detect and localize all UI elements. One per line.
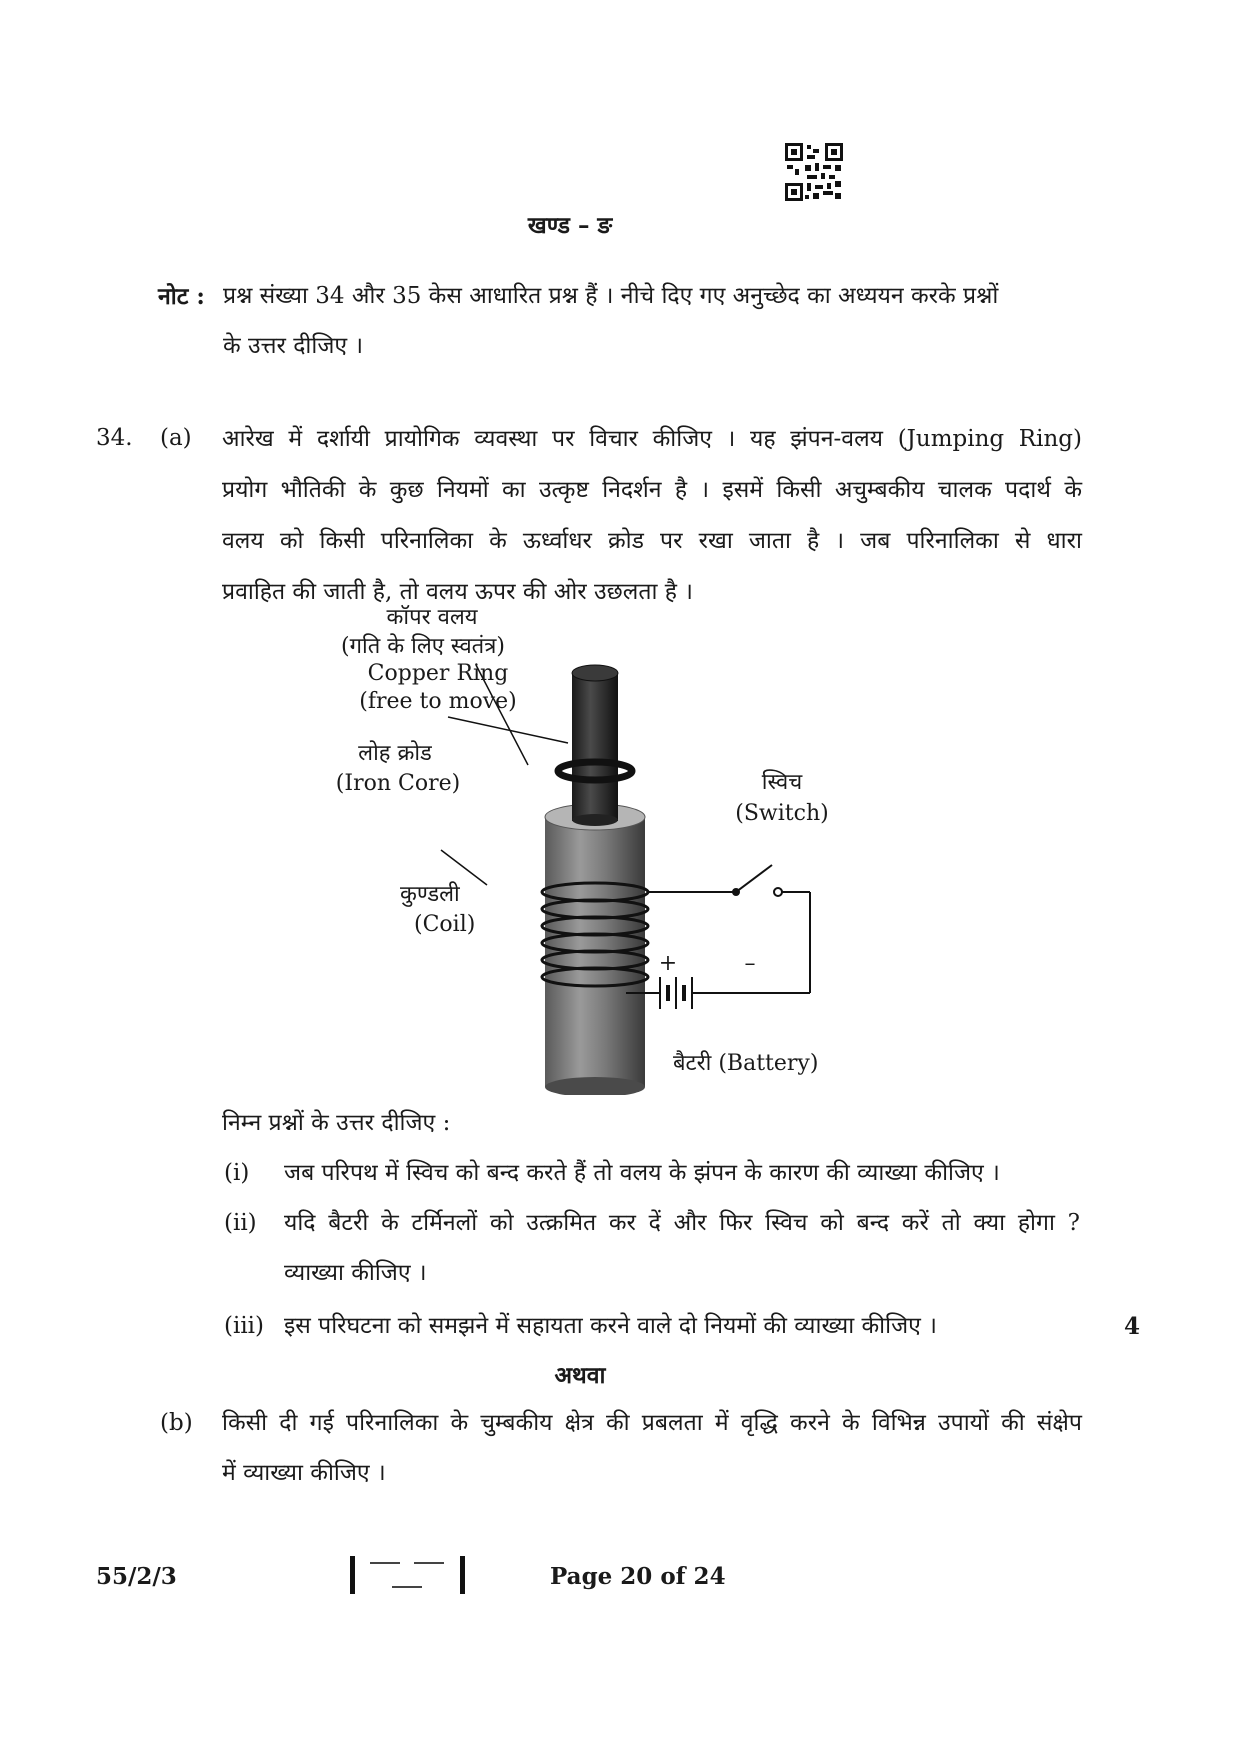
instruction: निम्न प्रश्नों के उत्तर दीजिए : <box>222 1110 451 1136</box>
battery-plus-label: + <box>658 951 678 976</box>
copper-ring-label-en: Copper Ring <box>367 661 509 686</box>
sub-ii-text: यदि बैटरी के टर्मिनलों को उत्क्रमित कर दें और फिर स्विच को बन्द करें तो क्या होगा ? <box>284 1210 1080 1236</box>
part-a-label: (a) <box>160 425 192 451</box>
section-title: खण्ड – ङ <box>527 212 613 239</box>
paper-code: 55/2/3 <box>96 1563 177 1590</box>
part-a-paragraph <box>222 414 1082 618</box>
note-line-1: प्रश्न संख्या 34 और 35 केस आधारित प्रश्न हैं । नीचे दिए गए अनुच्छेद का अध्ययन करके प्रश्नों <box>223 283 999 309</box>
iron-core-label-hi: लोह क्रोड <box>358 741 432 766</box>
part-b-line-2: में व्याख्या कीजिए । <box>222 1460 386 1486</box>
part-a-line-2: प्रयोग भौतिकी के कुछ नियमों का उत्कृष्ट निदर्शन है । इसमें किसी अचुम्बकीय चालक पदार्थ के <box>222 477 1082 503</box>
part-a-line-1: आरेख में दर्शायी प्रायोगिक व्यवस्था पर विचार कीजिए । यह झंपन-वलय (Jumping Ring) <box>222 426 1082 452</box>
qr-code-icon <box>785 143 843 201</box>
jumping-ring-figure <box>300 605 860 1095</box>
switch-pivot <box>732 888 740 896</box>
sub-iii-label: (iii) <box>224 1313 265 1339</box>
question-number: 34. <box>96 425 133 451</box>
note-label: नोट : <box>158 283 205 310</box>
note-line-2: के उत्तर दीजिए । <box>223 333 364 359</box>
copper-ring-label-en-2: (free to move) <box>359 689 517 714</box>
part-b-label: (b) <box>160 1410 193 1436</box>
marks: 4 <box>1124 1313 1141 1340</box>
iron-core <box>572 665 618 826</box>
sub-ii-label: (ii) <box>224 1210 257 1236</box>
switch-label-en: (Switch) <box>735 801 829 826</box>
or-separator: अथवा <box>554 1362 606 1389</box>
switch-label-hi: स्विच <box>761 770 803 795</box>
part-a-line-4: प्रवाहित की जाती है, तो वलय ऊपर की ओर उछलता है । <box>222 579 693 605</box>
part-a-line-3: वलय को किसी परिनालिका के ऊर्ध्वाधर क्रोड पर रखा जाता है । जब परिनालिका से धारा <box>222 528 1082 554</box>
circuit-wires <box>620 865 810 993</box>
sub-i-text: जब परिपथ में स्विच को बन्द करते हैं तो वलय के झंपन के कारण की व्याख्या कीजिए । <box>284 1160 1000 1186</box>
sub-ii-text-2: व्याख्या कीजिए । <box>284 1260 427 1286</box>
coil-label-en: (Coil) <box>414 912 476 937</box>
sub-i-label: (i) <box>224 1160 250 1186</box>
copper-ring-label-hi: कॉपर वलय <box>386 605 478 630</box>
page-number: Page 20 of 24 <box>550 1563 726 1590</box>
sub-iii-text: इस परिघटना को समझने में सहायता करने वाले दो नियमों की व्याख्या कीजिए । <box>284 1313 937 1339</box>
barcode-mark-icon <box>350 1556 465 1594</box>
coil-label-hi: कुण्डली <box>400 882 460 907</box>
part-b-line-1: किसी दी गई परिनालिका के चुम्बकीय क्षेत्र की प्रबलता में वृद्धि करने के विभिन्न उपायों की संक्षेप <box>222 1410 1082 1436</box>
copper-ring-label-hi-2: (गति के लिए स्वतंत्र) <box>341 634 505 659</box>
battery-label: बैटरी (Battery) <box>673 1051 819 1076</box>
battery-minus-label: – <box>744 951 756 976</box>
switch-contact <box>774 888 782 896</box>
iron-core-label-en: (Iron Core) <box>335 771 461 796</box>
battery-cells <box>648 977 700 1009</box>
